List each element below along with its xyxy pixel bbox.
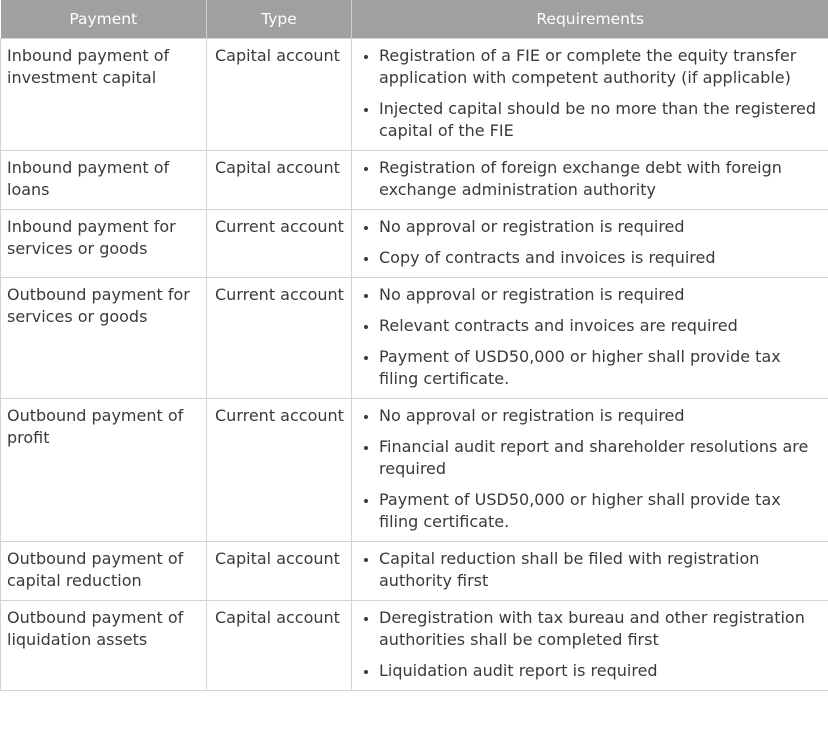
type-cell: Current account [207,399,352,542]
table-row [1,601,828,691]
header-payment: Payment [1,0,207,39]
table-row [1,278,828,399]
payment-cell: Outbound payment of profit [1,399,207,542]
requirements-list [358,548,820,592]
payment-cell: Outbound payment of liquidation assets [1,601,207,691]
requirements-list [358,45,820,142]
requirement-item: Financial audit report and shareholder resolutions are required [379,436,820,480]
payment-cell: Outbound payment of capital reduction [1,542,207,601]
payment-cell: Outbound payment for services or goods [1,278,207,399]
requirements-list [358,284,820,390]
requirement-item: Capital reduction shall be filed with registration authority first [379,548,820,592]
requirement-item: No approval or registration is required [379,405,820,427]
payment-cell: Inbound payment for services or goods [1,210,207,278]
requirement-item: Registration of foreign exchange debt with foreign exchange administration authority [379,157,820,201]
header-requirements: Requirements [352,0,828,39]
requirement-item: Payment of USD50,000 or higher shall provide tax filing certificate. [379,489,820,533]
requirements-cell [352,39,828,151]
requirement-item: Deregistration with tax bureau and other registration authorities shall be completed first [379,607,820,651]
table-row [1,542,828,601]
type-cell: Capital account [207,601,352,691]
requirements-list [358,607,820,682]
requirements-cell [352,542,828,601]
payment-cell: Inbound payment of investment capital [1,39,207,151]
type-cell: Current account [207,210,352,278]
requirements-cell [352,399,828,542]
header-type: Type [207,0,352,39]
requirements-cell [352,601,828,691]
header-row [1,0,828,39]
requirement-item: Registration of a FIE or complete the equity transfer application with competent authority (if applicable) [379,45,820,89]
requirements-list [358,216,820,269]
requirements-list [358,405,820,533]
requirement-item: Payment of USD50,000 or higher shall provide tax filing certificate. [379,346,820,390]
table-body [1,39,828,691]
requirements-cell [352,210,828,278]
table-row [1,151,828,210]
table-row [1,210,828,278]
requirement-item: Liquidation audit report is required [379,660,820,682]
requirements-list [358,157,820,201]
type-cell: Capital account [207,542,352,601]
type-cell: Current account [207,278,352,399]
table-row [1,399,828,542]
requirements-cell [352,278,828,399]
requirement-item: Injected capital should be no more than the registered capital of the FIE [379,98,820,142]
requirements-cell [352,151,828,210]
requirement-item: No approval or registration is required [379,284,820,306]
requirement-item: No approval or registration is required [379,216,820,238]
requirement-item: Relevant contracts and invoices are required [379,315,820,337]
payment-cell: Inbound payment of loans [1,151,207,210]
type-cell: Capital account [207,39,352,151]
type-cell: Capital account [207,151,352,210]
requirement-item: Copy of contracts and invoices is required [379,247,820,269]
table-header [1,0,828,39]
table-row [1,39,828,151]
